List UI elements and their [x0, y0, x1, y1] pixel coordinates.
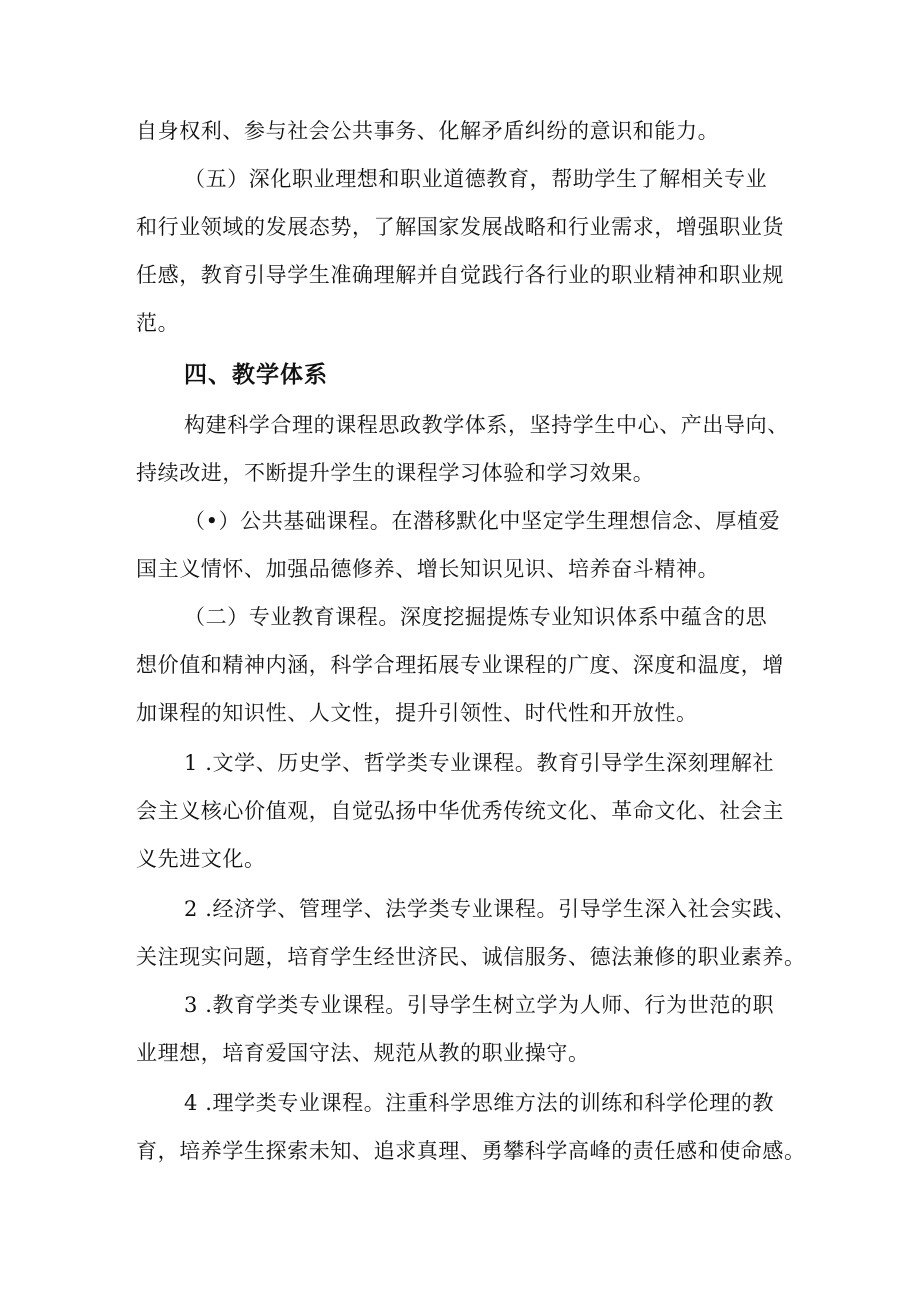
body-line: 1 .文学、历史学、哲学类专业课程。教育引导学生深刻理解社	[184, 751, 775, 775]
body-line: 自身权利、参与社会公共事务、化解矛盾纠纷的意识和能力。	[136, 119, 720, 143]
body-line: 想价值和精神内涵，科学合理拓展专业课程的广度、深度和温度，增	[136, 653, 784, 677]
body-line: 业理想，培育爱国守法、规范从教的职业操守。	[136, 1041, 590, 1065]
body-line: 任感，教育引导学生准确理解并自觉践行各行业的职业精神和职业规	[136, 263, 784, 287]
body-line: 3 .教育学类专业课程。引导学生树立学为人师、行为世范的职	[184, 993, 775, 1017]
body-line: （二）专业教育课程。深度挖掘提炼专业知识体系中蕴含的思	[184, 605, 768, 629]
body-line: （•）公共基础课程。在潜移默化中坚定学生理想信念、厚植爱	[184, 509, 781, 533]
body-line: 会主义核心价值观，自觉弘扬中华优秀传统文化、革命文化、社会主	[136, 799, 784, 823]
body-line: 4 .理学类专业课程。注重科学思维方法的训练和科学伦理的教	[184, 1091, 775, 1115]
body-line: 和行业领域的发展态势，了解国家发展战略和行业需求，增强职业货	[136, 215, 784, 239]
body-line: 关注现实问题，培育学生经世济民、诚信服务、德法兼修的职业素养。	[136, 945, 806, 969]
body-line: 加课程的知识性、人文性，提升引领性、时代性和开放性。	[136, 701, 698, 725]
body-line: 育，培养学生探索未知、追求真理、勇攀科学高峰的责任感和使命感。	[136, 1139, 806, 1163]
body-line: 范。	[136, 311, 180, 335]
body-line: 持续改进，不断提升学生的课程学习体验和学习效果。	[136, 461, 655, 485]
body-line: 构建科学合理的课程思政教学体系，坚持学生中心、产出导向、	[184, 413, 789, 437]
body-line: 国主义情怀、加强品德修养、增长知识见识、培养奋斗精神。	[136, 557, 720, 581]
section-heading: 四、教学体系	[184, 362, 328, 388]
body-line: 义先进文化。	[136, 847, 266, 871]
body-line: 2 .经济学、管理学、法学类专业课程。引导学生深入社会实践、	[184, 897, 796, 921]
body-line: （五）深化职业理想和职业道德教育，帮助学生了解相关专业	[184, 167, 768, 191]
